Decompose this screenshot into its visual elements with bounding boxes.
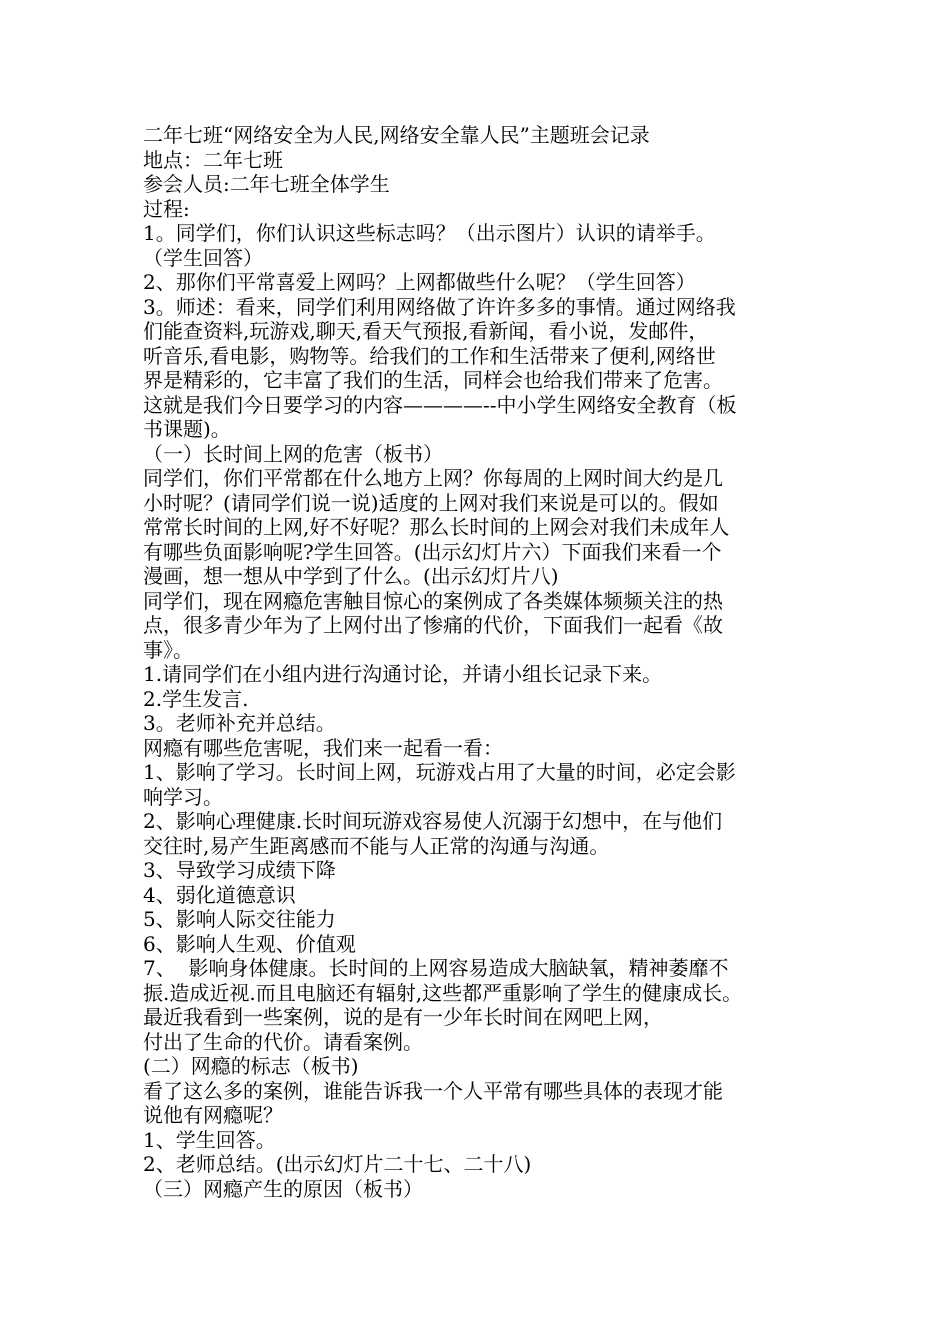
text-line: 常常长时间的上网,好不好呢？那么长时间的上网会对我们未成年人 — [143, 515, 730, 539]
text-line: 5、影响人际交往能力 — [143, 907, 336, 931]
document-title: 二年七班“网络安全为人民,网络安全靠人民”主题班会记录 — [143, 123, 650, 147]
text-line: (二）网瘾的标志（板书) — [143, 1054, 359, 1078]
text-line: 1、学生回答。 — [143, 1127, 276, 1152]
text-line: （三）网瘾产生的原因（板书） — [143, 1176, 423, 1201]
text-line: 7、 影响身体健康。长时间的上网容易造成大脑缺氧，精神萎靡不 — [143, 956, 729, 980]
text-line: 2.学生发言. — [143, 686, 249, 711]
text-line: （一）长时间上网的危害（板书） — [143, 441, 443, 466]
text-line: 界是精彩的，它丰富了我们的生活，同样会也给我们带来了危害。 — [143, 368, 723, 392]
text-line: 说他有网瘾呢？ — [143, 1103, 283, 1127]
text-line: 1、影响了学习。长时间上网，玩游戏占用了大量的时间，必定会影 — [143, 760, 736, 784]
text-line: 看了这么多的案例，谁能告诉我一个人平常有哪些具体的表现才能 — [143, 1078, 723, 1103]
text-line: 响学习。 — [143, 784, 223, 809]
text-line: 2、那你们平常喜爱上网吗？上网都做些什么呢？（学生回答） — [143, 270, 696, 294]
text-line: 3。老师补充并总结。 — [143, 711, 336, 735]
text-line: 事》。 — [143, 637, 193, 662]
text-line: 过程: — [143, 196, 190, 221]
text-line: 同学们，现在网瘾危害触目惊心的案例成了各类媒体频频关注的热 — [143, 588, 723, 613]
text-line: 交往时,易产生距离感而不能与人正常的沟通与沟通。 — [143, 833, 610, 858]
text-line: 4、弱化道德意识 — [143, 882, 296, 907]
text-line: 小时呢？(请同学们说一说)适度的上网对我们来说是可以的。假如 — [143, 490, 719, 515]
text-line: 漫画，想一想从中学到了什么。(出示幻灯片八) — [143, 564, 559, 588]
text-line: 地点：二年七班 — [143, 147, 283, 172]
text-line: 振.造成近视.而且电脑还有辐射,这些都严重影响了学生的健康成长。 — [143, 980, 743, 1005]
text-line: 6、影响人生观、价值观 — [143, 931, 356, 956]
text-line: 1.请同学们在小组内进行沟通讨论，并请小组长记录下来。 — [143, 662, 663, 686]
text-line: 最近我看到一些案例，说的是有一少年长时间在网吧上网， — [143, 1005, 663, 1029]
text-line: 2、影响心理健康.长时间玩游戏容易使人沉溺于幻想中，在与他们 — [143, 809, 723, 833]
text-line: 同学们，你们平常都在什么地方上网？你每周的上网时间大约是几 — [143, 466, 723, 490]
text-line: （学生回答） — [143, 245, 263, 270]
text-line: 1。同学们，你们认识这些标志吗？（出示图片）认识的请举手。 — [143, 221, 716, 245]
text-line: 点，很多青少年为了上网付出了惨痛的代价，下面我们一起看《故 — [143, 613, 723, 637]
text-line: 参会人员:二年七班全体学生 — [143, 172, 390, 196]
text-line: 3、导致学习成绩下降 — [143, 858, 336, 882]
text-line: 书课题)。 — [143, 417, 231, 441]
text-line: 网瘾有哪些危害呢，我们来一起看一看： — [143, 735, 503, 760]
document-body — [143, 123, 843, 1201]
text-line: 有哪些负面影响呢?学生回答。(出示幻灯片六）下面我们来看一个 — [143, 539, 722, 564]
text-line: 付出了生命的代价。请看案例。 — [143, 1029, 423, 1054]
text-line: 听音乐,看电影，购物等。给我们的工作和生活带来了便利,网络世 — [143, 343, 716, 368]
text-line: 们能查资料,玩游戏,聊天,看天气预报,看新闻，看小说，发邮件， — [143, 319, 709, 343]
text-line: 这就是我们今日要学习的内容————--中小学生网络安全教育（板 — [143, 392, 737, 417]
text-line: 2、老师总结。(出示幻灯片二十七、二十八) — [143, 1152, 532, 1176]
text-line: 3。师述：看来，同学们利用网络做了许许多多的事情。通过网络我 — [143, 294, 736, 319]
